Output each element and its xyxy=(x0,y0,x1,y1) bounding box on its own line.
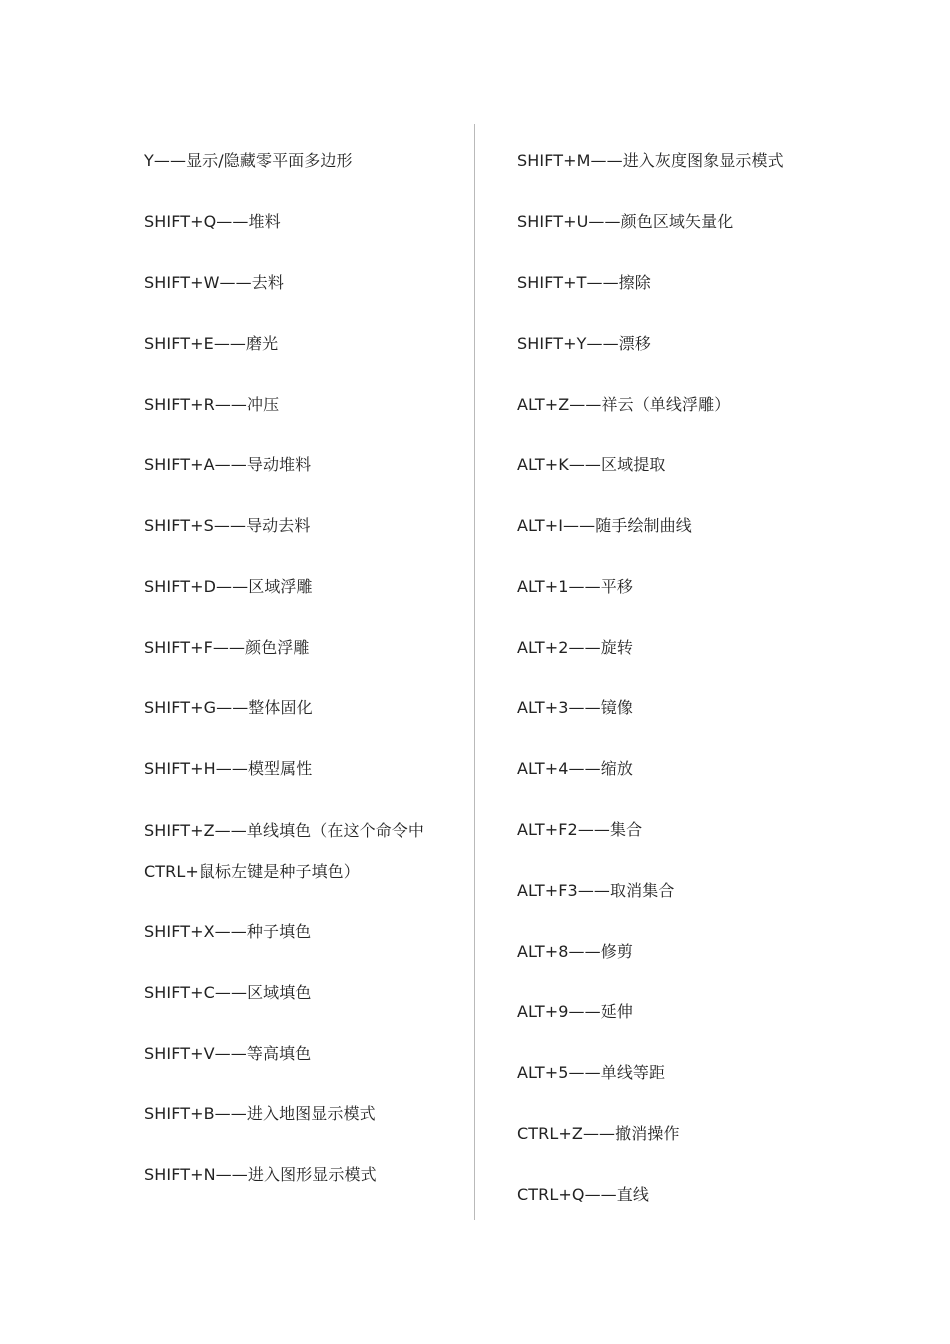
shortcut-item: ALT+2——旋转 xyxy=(517,638,633,657)
shortcut-item: CTRL+Q——直线 xyxy=(517,1185,649,1204)
shortcut-item: ALT+F2——集合 xyxy=(517,820,643,839)
shortcut-item: SHIFT+C——区域填色 xyxy=(144,983,312,1002)
shortcut-item: ALT+8——修剪 xyxy=(517,942,633,961)
shortcut-item: SHIFT+N——进入图形显示模式 xyxy=(144,1165,377,1184)
shortcut-item: SHIFT+T——擦除 xyxy=(517,273,651,292)
shortcut-item: Y——显示/隐藏零平面多边形 xyxy=(144,151,353,170)
shortcut-item: ALT+1——平移 xyxy=(517,577,633,596)
shortcut-item: SHIFT+A——导动堆料 xyxy=(144,455,312,474)
shortcut-item: ALT+F3——取消集合 xyxy=(517,881,675,900)
shortcut-item: SHIFT+Y——漂移 xyxy=(517,334,651,353)
shortcut-item: SHIFT+M——进入灰度图象显示模式 xyxy=(517,151,784,170)
shortcut-item: SHIFT+F——颜色浮雕 xyxy=(144,638,310,657)
shortcut-item: SHIFT+R——冲压 xyxy=(144,395,280,414)
shortcut-item: SHIFT+S——导动去料 xyxy=(144,516,311,535)
shortcut-item: ALT+Z——祥云（单线浮雕） xyxy=(517,395,731,414)
shortcut-item: SHIFT+D——区域浮雕 xyxy=(144,577,313,596)
shortcut-item: SHIFT+U——颜色区域矢量化 xyxy=(517,212,734,231)
shortcut-item: ALT+K——区域提取 xyxy=(517,455,666,474)
shortcut-item: SHIFT+H——模型属性 xyxy=(144,759,313,778)
shortcut-item: SHIFT+Q——堆料 xyxy=(144,212,281,231)
shortcut-item: ALT+5——单线等距 xyxy=(517,1063,666,1082)
column-divider xyxy=(474,124,475,1220)
shortcut-item: ALT+I——随手绘制曲线 xyxy=(517,516,692,535)
shortcut-item: SHIFT+E——磨光 xyxy=(144,334,279,353)
shortcut-item: SHIFT+X——种子填色 xyxy=(144,922,312,941)
shortcut-item: ALT+3——镜像 xyxy=(517,698,633,717)
shortcut-item: SHIFT+V——等高填色 xyxy=(144,1044,312,1063)
shortcut-item: SHIFT+G——整体固化 xyxy=(144,698,313,717)
shortcut-item: CTRL+Z——撤消操作 xyxy=(517,1124,680,1143)
shortcut-item: ALT+9——延伸 xyxy=(517,1002,633,1021)
shortcut-item: SHIFT+B——进入地图显示模式 xyxy=(144,1104,376,1123)
shortcut-item: ALT+4——缩放 xyxy=(517,759,633,778)
shortcut-item: SHIFT+W——去料 xyxy=(144,273,284,292)
shortcut-item: SHIFT+Z——单线填色（在这个命令中CTRL+鼠标左键是种子填色） xyxy=(144,821,424,881)
